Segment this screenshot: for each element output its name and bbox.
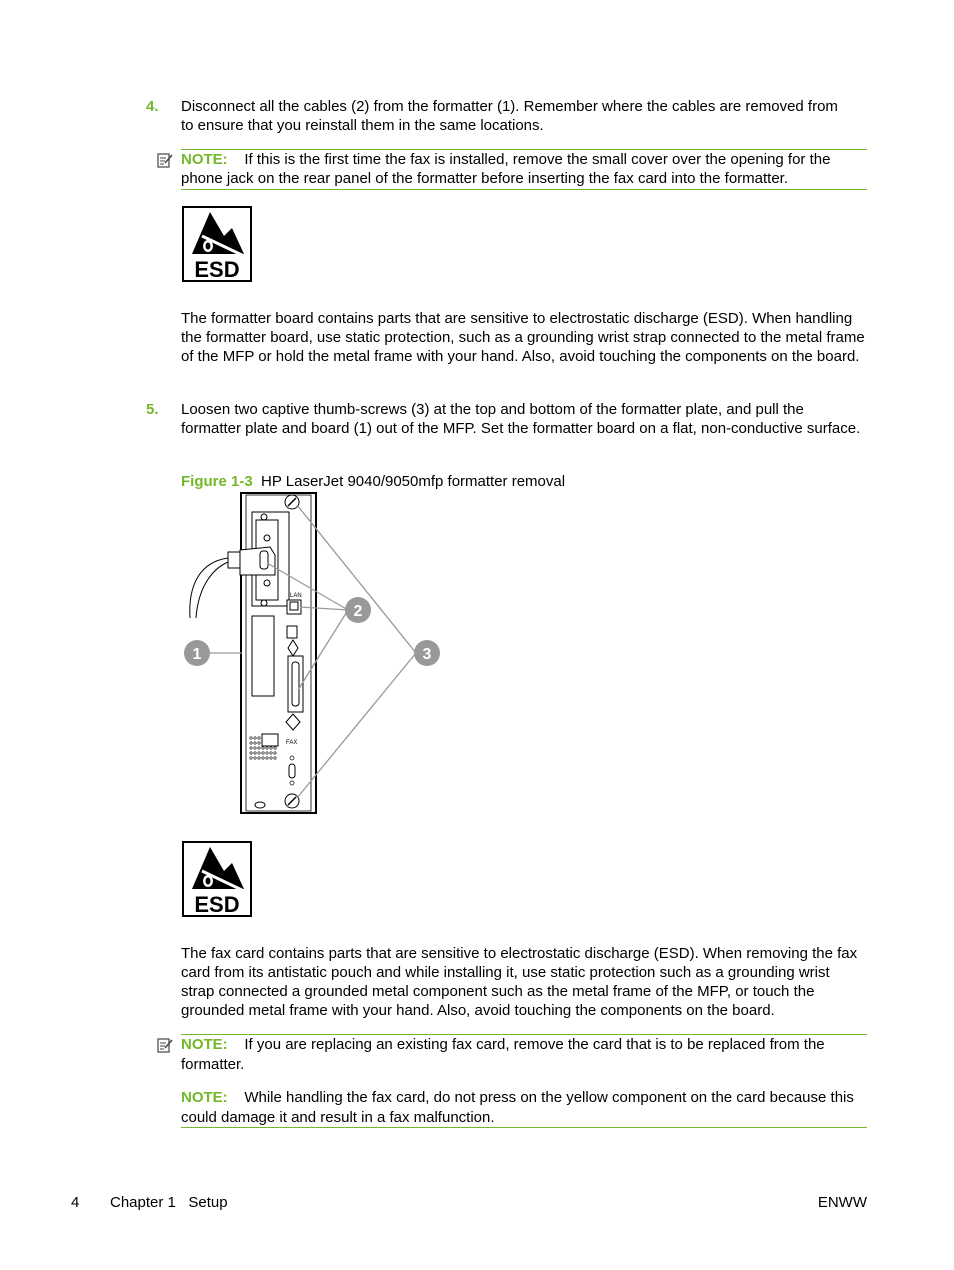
- callout-3: [414, 640, 440, 666]
- svg-text:3: 3: [422, 646, 432, 663]
- note-2-label: NOTE:: [181, 1036, 228, 1053]
- callout-2: [345, 597, 371, 623]
- step-4-text: [181, 97, 867, 135]
- note-icon: [156, 151, 174, 169]
- lan-port-label: LAN: [290, 593, 302, 599]
- esd-warning-icon: [182, 206, 252, 282]
- note-1: [181, 149, 867, 190]
- svg-text:2: 2: [353, 603, 363, 620]
- svg-text:1: 1: [192, 646, 202, 663]
- note-2-text: If you are replacing an existing fax card, remove the card that is to be replaced from the formatter.: [181, 1036, 825, 1073]
- step-5-number: 5.: [146, 401, 159, 418]
- step-5-text: Loosen two captive thumb-screws (3) at the top and bottom of the formatter plate, and pull the formatter plate and board (1) out of the MFP. Set the formatter board on a flat, non-conductive surface.: [181, 401, 861, 437]
- note-3-text: While handling the fax card, do not press on the yellow component on the card because this could damage it and result in a fax malfunction.: [181, 1089, 854, 1126]
- note-1-text: If this is the first time the fax is installed, remove the small cover over the opening for the phone jack on the rear panel of the formatter before inserting the fax card into the formatter.: [181, 151, 831, 187]
- note-3-label: NOTE:: [181, 1089, 228, 1106]
- figure-caption: [181, 472, 867, 491]
- esd-paragraph-2: The fax card contains parts that are sensitive to electrostatic discharge (ESD). When removing the fax card from its antistatic pouch and while installing it, use static protection such as a grounding wrist strap connected a grounded metal component such as the metal frame of the MFP, or touch the grounded metal frame with your hand. Also, avoid touching the components on the board.: [181, 945, 858, 1019]
- figure-label: Figure 1-3: [181, 473, 253, 490]
- note-1-label: NOTE:: [181, 151, 228, 168]
- esd-label: ESD: [194, 892, 240, 917]
- note-3: [181, 1088, 867, 1128]
- footer-chapter: Chapter 1 Setup: [110, 1194, 228, 1211]
- page-number: 4: [71, 1194, 80, 1211]
- step-4-line-2: to ensure that you reinstall them in the same locations.: [181, 117, 544, 134]
- step-4-line-1: Disconnect all the cables (2) from the formatter (1). Remember where the cables are removed from: [181, 98, 838, 115]
- esd-paragraph-1: The formatter board contains parts that are sensitive to electrostatic discharge (ESD). When handling the formatter board, use static protection, such as a grounding wrist strap connected to the metal frame of the MFP or hold the metal frame with your hand. Also, avoid touching the components on the board.: [181, 310, 865, 365]
- figure-caption-text: HP LaserJet 9040/9050mfp formatter removal: [261, 473, 566, 490]
- callout-1: [184, 640, 210, 666]
- footer-right: ENWW: [817, 1194, 867, 1211]
- fax-port-label: FAX: [286, 740, 298, 746]
- esd-label: ESD: [194, 257, 240, 282]
- step-4-number: 4.: [146, 98, 159, 115]
- note-2: [181, 1035, 867, 1075]
- formatter-removal-figure: [180, 490, 450, 820]
- note-group: [181, 1034, 867, 1128]
- note-icon: [156, 1036, 174, 1054]
- esd-warning-icon: [182, 841, 252, 917]
